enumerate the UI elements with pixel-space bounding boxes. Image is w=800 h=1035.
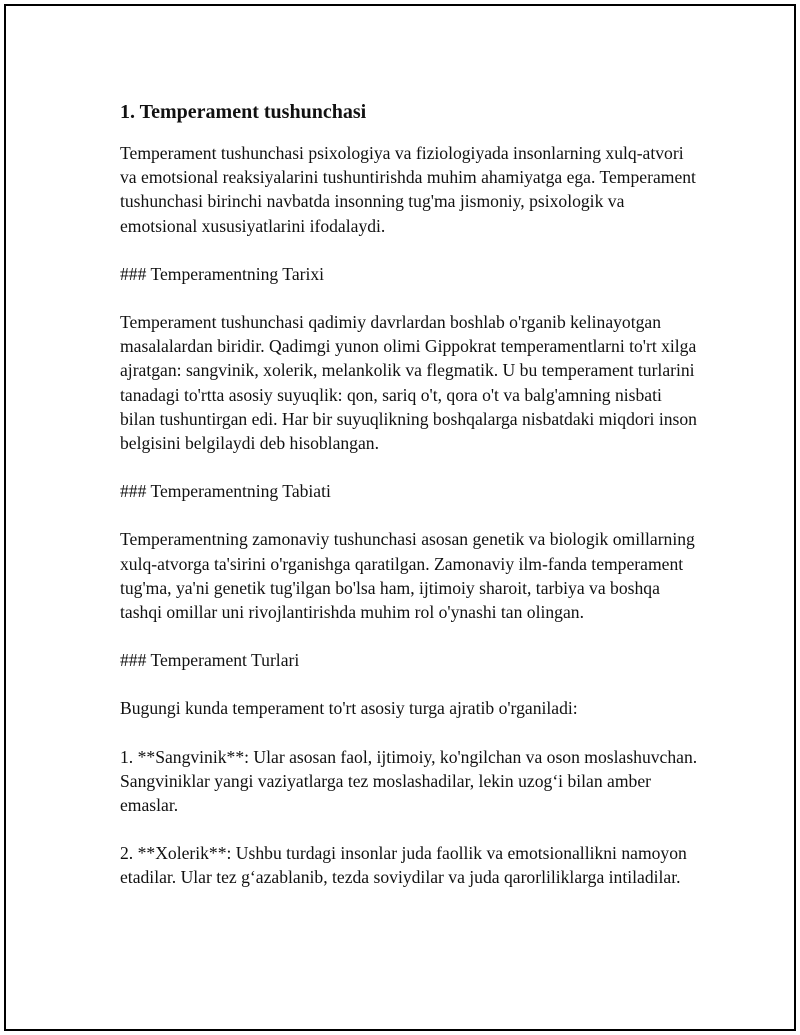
heading-turlari: ### Temperament Turlari — [120, 650, 300, 671]
page-frame — [4, 4, 796, 1031]
list-item-xolerik: 2. **Xolerik**: Ushbu turdagi insonlar juda faollik va emotsionallikni namoyon etadilar. Ular tez g‘azablanib, tezda soviydilar va juda qarorliliklarga intiladilar. — [120, 843, 687, 888]
heading-tabiati: ### Temperamentning Tabiati — [120, 481, 331, 502]
history-paragraph: Temperament tushunchasi qadimiy davrlardan boshlab o'rganib kelinayotgan masalalardan biridir. Qadimgi yunon olimi Gippokrat temperamentlarni to'rt xilga ajratgan: sangvinik, xolerik, melankolik va flegmatik. U bu temperament turlarini tanadagi to'rtta asosiy suyuqlik: qon, sariq o't, qora o't va balg'amning nisbati bilan tushuntirgan edi. Har bir suyuqlikning boshqalarga nisbatdaki miqdori inson belgisini belgilaydi deb hisoblangan. — [120, 312, 697, 454]
document-title: 1. Temperament tushunchasi — [120, 101, 367, 123]
list-item-sangvinik: 1. **Sangvinik**: Ular asosan faol, ijtimoiy, ko'ngilchan va oson moslashuvchan. Sangviniklar yangi vaziyatlarga tez moslashadilar, lekin uzog‘i bilan amber emaslar. — [120, 746, 698, 816]
types-intro-paragraph: Bugungi kunda temperament to'rt asosiy turga ajratib o'rganiladi: — [120, 698, 578, 719]
document-body — [120, 99, 700, 914]
nature-paragraph: Temperamentning zamonaviy tushunchasi asosan genetik va biologik omillarning xulq-atvorga ta'sirini o'rganishga qaratilgan. Zamonaviy ilm-fanda temperament tug'ma, ya'ni genetik tug'ilgan bo'lsa ham, ijtimoiy sharoit, tarbiya va boshqa tashqi omillar uni rivojlantirishda muhim rol o'ynashi tan olingan. — [120, 529, 695, 623]
heading-tarixi: ### Temperamentning Tarixi — [120, 263, 325, 284]
intro-paragraph: Temperament tushunchasi psixologiya va fiziologiyada insonlarning xulq-atvori va emotsional reaksiyalarini tushuntirishda muhim ahamiyatga ega. Temperament tushunchasi birinchi navbatda insonning tug'ma jismoniy, psixologik va emotsional xususiyatlarini ifodalaydi. — [120, 143, 696, 236]
